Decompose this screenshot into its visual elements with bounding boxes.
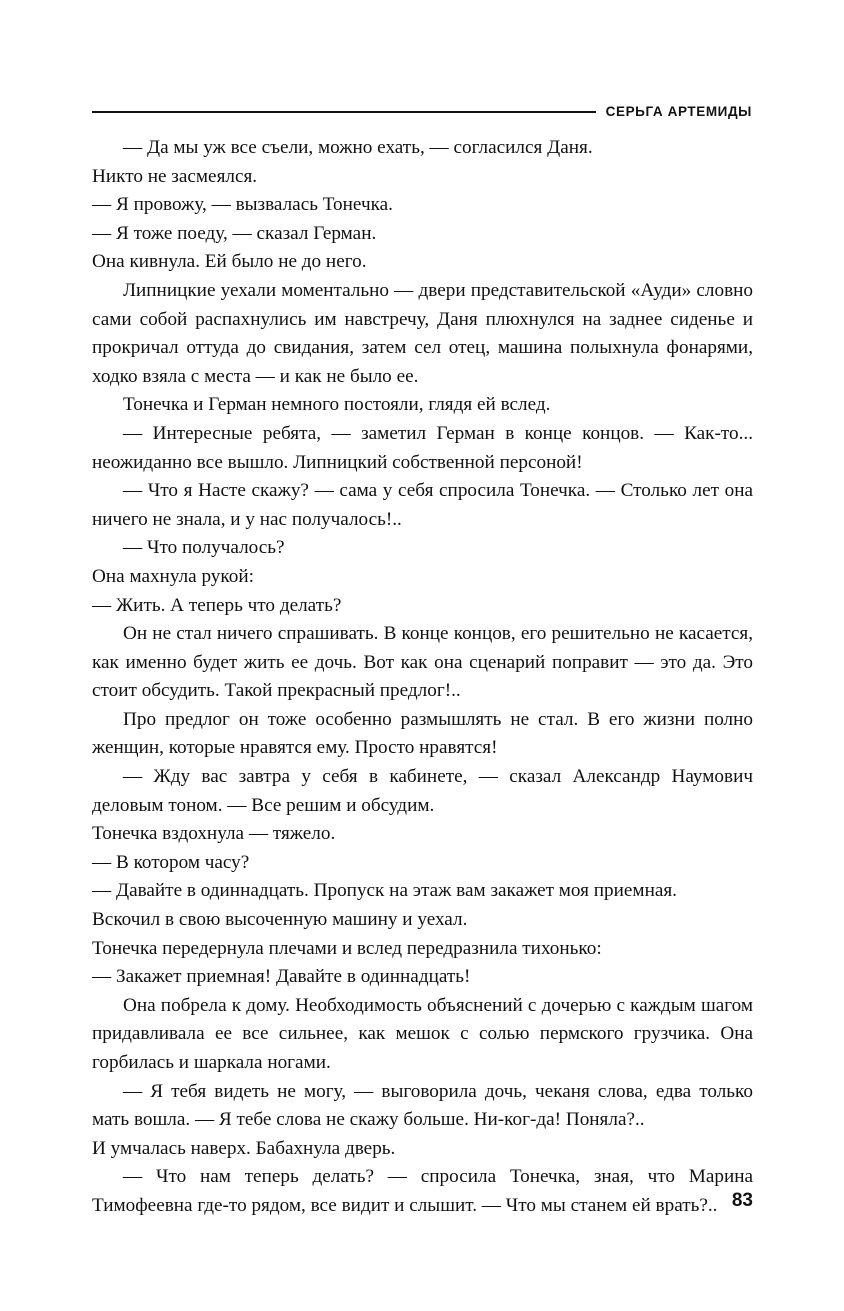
paragraph: Вскочил в свою высоченную машину и уехал. <box>92 909 468 931</box>
paragraph: Он не стал ничего спрашивать. В конце концов, его решительно не касается, как именно будет жить ее дочь. Вот как она сценарий поправит — это да. Это стоит обсудить. Такой прекрасный предлог!.. <box>92 623 753 702</box>
header-rule <box>92 111 596 113</box>
paragraph: Тонечка передернула плечами и вслед передразнила тихонько: <box>92 937 602 959</box>
page-number: 83 <box>731 1190 753 1211</box>
paragraph: Она кивнула. Ей было не до него. <box>92 251 367 273</box>
paragraph: Про предлог он тоже особенно размышлять не стал. В его жизни полно женщин, которые нравятся ему. Просто нравятся! <box>92 708 753 759</box>
paragraph: Она побрела к дому. Необходимость объяснений с дочерью с каждым шагом придавливала ее все сильнее, как мешок с солью пермского грузчика. Она горбилась и шаркала ногами. <box>92 994 753 1073</box>
paragraph: — Что получалось? <box>123 537 285 559</box>
paragraph: Тонечка и Герман немного постояли, глядя ей вслед. <box>123 394 551 416</box>
paragraph: — Давайте в одиннадцать. Пропуск на этаж вам закажет моя приемная. <box>92 880 677 902</box>
paragraph: — Что я Насте скажу? — сама у себя спросила Тонечка. — Столько лет она ничего не знала, и у нас получалось!.. <box>92 480 753 530</box>
paragraph: Липницкие уехали моментально — двери представительской «Ауди» словно сами собой распахнулись им навстречу, Даня плюхнулся на заднее сиденье и прокричал оттуда до свидания, затем сел отец, машина полыхнула фонарями, ходко взяла с места — и как не было ее. <box>92 279 753 387</box>
paragraph: Она махнула рукой: <box>92 565 254 587</box>
paragraph: И умчалась наверх. Бабахнула дверь. <box>92 1137 396 1159</box>
paragraph: — Я тебя видеть не могу, — выговорила дочь, чеканя слова, едва только мать вошла. — Я тебе слова не скажу больше. Ни-ког-да! Поняла?.. <box>92 1080 753 1131</box>
paragraph: Никто не засмеялся. <box>92 165 258 187</box>
paragraph: — Я провожу, — вызвалась Тонечка. <box>92 194 393 216</box>
running-title: СЕРЬГА АРТЕМИДЫ <box>605 103 752 119</box>
paragraph: Тонечка вздохнула — тяжело. <box>92 823 336 845</box>
page-header <box>92 96 752 120</box>
paragraph: — Интересные ребята, — заметил Герман в конце концов. — Как-то... неожиданно все вышло. Липницкий собственной персоной! <box>92 422 753 473</box>
paragraph: — Что нам теперь делать? — спросила Тонечка, зная, что Марина Тимофеевна где-то рядом, все видит и слышит. — Что мы станем ей врать?.. <box>92 1166 753 1216</box>
paragraph: — В котором часу? <box>92 851 250 873</box>
paragraph: — Закажет приемная! Давайте в одиннадцать! <box>92 966 471 988</box>
paragraph: — Жду вас завтра у себя в кабинете, — сказал Александр Наумович деловым тоном. — Все решим и обсудим. <box>92 766 753 816</box>
paragraph: — Да мы уж все съели, можно ехать, — согласился Даня. <box>123 137 593 158</box>
body-text <box>92 134 753 1221</box>
paragraph: — Жить. А теперь что делать? <box>92 594 342 616</box>
paragraph: — Я тоже поеду, — сказал Герман. <box>92 222 377 244</box>
